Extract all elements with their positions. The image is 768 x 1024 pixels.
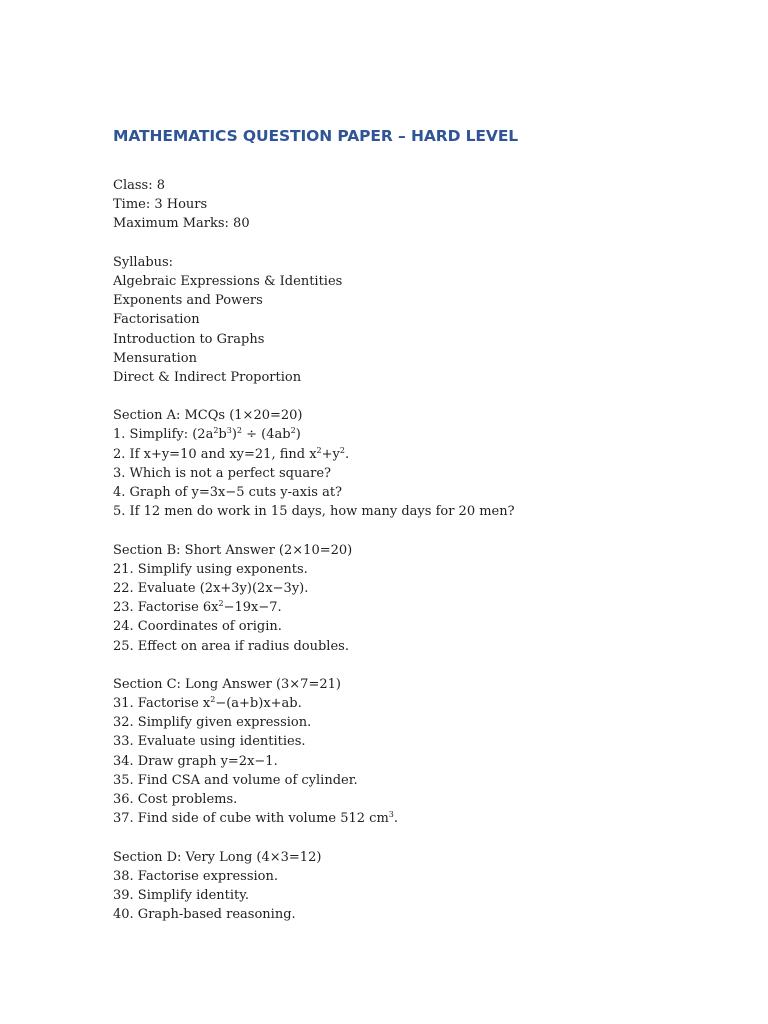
syllabus-item: Mensuration	[113, 350, 197, 366]
document-title: MATHEMATICS QUESTION PAPER – HARD LEVEL	[113, 127, 519, 145]
section-b	[113, 541, 713, 656]
section-d-heading: Section D: Very Long (4×3=12)	[113, 849, 322, 865]
exponent: 3	[226, 426, 232, 436]
question-1-text: )	[295, 427, 301, 443]
question-36: 36. Cost problems.	[113, 792, 238, 807]
syllabus-item: Factorisation	[113, 312, 200, 328]
time-line: Time: 3 Hours	[113, 197, 208, 213]
question-23	[113, 598, 713, 617]
question-3: 3. Which is not a perfect square?	[113, 465, 331, 481]
question-23-text: −19x−7.	[223, 600, 282, 616]
question-5: 5. If 12 men do work in 15 days, how many days for 20 men?	[113, 504, 515, 520]
section-a-heading: Section A: MCQs (1×20=20)	[113, 408, 303, 424]
exponent: 2	[218, 599, 224, 609]
question-33: 33. Evaluate using identities.	[113, 734, 306, 750]
question-25: 25. Effect on area if radius doubles.	[113, 638, 349, 654]
exponent: 2	[316, 445, 322, 455]
question-35: 35. Find CSA and volume of cylinder.	[113, 772, 358, 788]
question-31-text: 31. Factorise x	[113, 696, 211, 712]
exponent: 3	[388, 810, 394, 820]
document-body	[113, 124, 713, 944]
question-2-text: .	[344, 446, 350, 462]
syllabus-item: Direct & Indirect Proportion	[113, 369, 302, 385]
question-2-text: 2. If x+y=10 and xy=21, find x	[113, 446, 317, 462]
question-1-text: b	[218, 427, 227, 443]
question-2-text: +y	[321, 446, 340, 462]
question-38: 38. Factorise expression.	[113, 868, 278, 884]
section-c	[113, 675, 713, 829]
syllabus-item: Algebraic Expressions & Identities	[113, 273, 343, 289]
question-24: 24. Coordinates of origin.	[113, 619, 282, 635]
question-37	[113, 809, 713, 828]
question-31-text: −(a+b)x+ab.	[215, 696, 302, 712]
question-21: 21. Simplify using exponents.	[113, 561, 308, 577]
question-2	[113, 445, 713, 464]
exam-info	[113, 176, 713, 234]
question-1	[113, 425, 713, 444]
marks-line: Maximum Marks: 80	[113, 216, 250, 232]
exponent: 2	[339, 445, 345, 455]
question-37-text: .	[393, 811, 399, 827]
question-1-text: ÷ (4ab	[242, 427, 291, 443]
question-31	[113, 694, 713, 713]
question-23-text: 23. Factorise 6x	[113, 600, 219, 616]
exponent: 2	[290, 426, 296, 436]
question-40: 40. Graph-based reasoning.	[113, 907, 296, 923]
section-c-heading: Section C: Long Answer (3×7=21)	[113, 676, 341, 692]
class-line: Class: 8	[113, 178, 165, 193]
question-32: 32. Simplify given expression.	[113, 715, 312, 731]
question-4: 4. Graph of y=3x−5 cuts y-axis at?	[113, 485, 343, 500]
section-b-heading: Section B: Short Answer (2×10=20)	[113, 542, 353, 558]
question-37-text: 37. Find side of cube with volume 512 cm	[113, 811, 389, 827]
syllabus-section	[113, 253, 713, 387]
syllabus-item: Introduction to Graphs	[113, 331, 265, 347]
exponent: 2	[213, 426, 219, 436]
exponent: 2	[236, 426, 243, 436]
question-39: 39. Simplify identity.	[113, 887, 250, 903]
section-a	[113, 406, 713, 521]
section-d	[113, 848, 713, 925]
syllabus-item: Exponents and Powers	[113, 293, 263, 309]
syllabus-heading: Syllabus:	[113, 254, 174, 270]
question-1-text: 1. Simplify: (2a	[113, 427, 214, 443]
question-1-text: )	[231, 427, 237, 443]
question-22: 22. Evaluate (2x+3y)(2x−3y).	[113, 580, 309, 596]
exponent: 2	[210, 695, 216, 705]
question-34: 34. Draw graph y=2x−1.	[113, 753, 278, 769]
